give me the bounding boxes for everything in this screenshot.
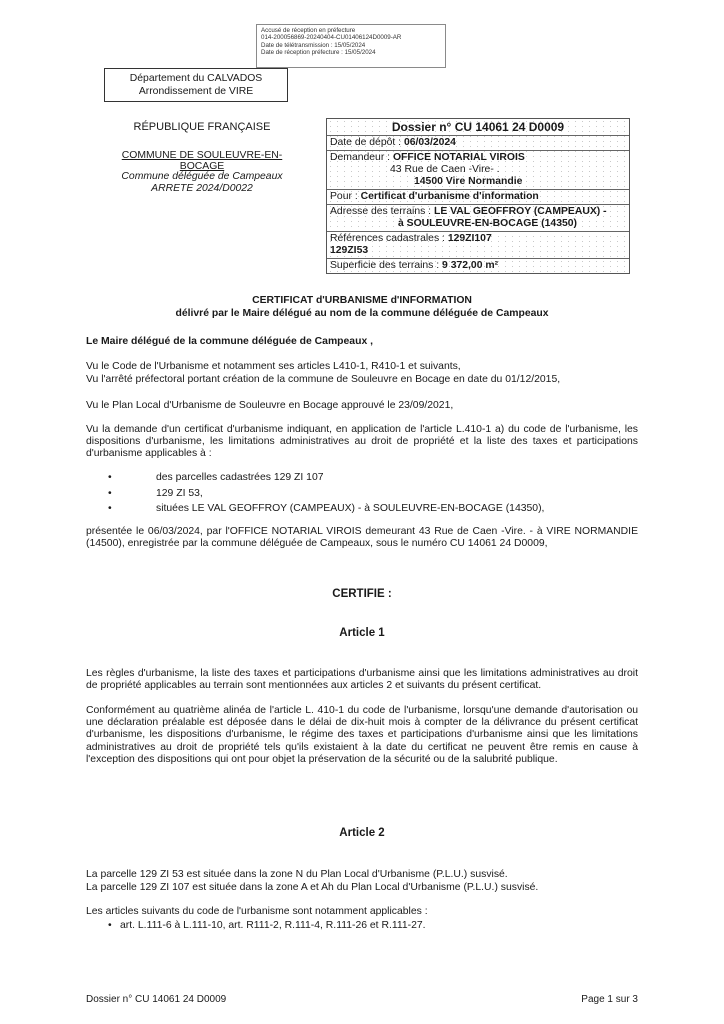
stamp-line: 014-200056869-20240404-CU01406124D0009-AR [261, 34, 402, 42]
article-2-parcel-107: La parcelle 129 ZI 107 est située dans la zone A et Ah du Plan Local d'Urbanisme (P.L.U.) susvisé. [86, 882, 539, 893]
area-value: 9 372,00 m² [442, 260, 499, 271]
area-row [327, 258, 629, 273]
bullet-icon: • [108, 488, 112, 499]
commune-heading: COMMUNE DE SOULEUVRE-EN-BOCAGE [121, 150, 283, 172]
reception-stamp [256, 24, 446, 68]
address-value-2: à SOULEUVRE-EN-BOCAGE (14350) [398, 218, 577, 229]
stamp-line: Accusé de réception en préfecture [261, 27, 356, 34]
list-item-text: situées LE VAL GEOFFROY (CAMPEAUX) - à SOULEUVRE-EN-BOCAGE (14350), [156, 503, 545, 514]
applicant-city: 14500 Vire Normandie [414, 176, 523, 187]
area-label: Superficie des terrains : [330, 260, 440, 271]
arrete-number: ARRETE 2024/D0022 [151, 183, 253, 194]
mayor-line: Le Maire délégué de la commune déléguée de Campeaux , [86, 336, 373, 347]
vu-arrete-prefectoral: Vu l'arrêté préfectoral portant création de la commune de Souleuvre en Bocage en date du 01/12/2015, [86, 374, 561, 385]
applicant-name: OFFICE NOTARIAL VIROIS [392, 152, 525, 163]
bullet-icon: • [108, 920, 112, 931]
stamp-line: Date de réception préfecture : 15/05/2024 [261, 49, 376, 57]
article-2-parcel-53: La parcelle 129 ZI 53 est située dans la zone N du Plan Local d'Urbanisme (P.L.U.) susvisé. [86, 869, 508, 880]
address-label: Adresse des terrains : [330, 206, 432, 217]
applicant-label: Demandeur : [330, 152, 391, 163]
list-item-text: 129 ZI 53, [156, 488, 203, 499]
cadastral-value-2: 129ZI53 [330, 245, 369, 256]
address-value-1: LE VAL GEOFFROY (CAMPEAUX) - [433, 206, 607, 217]
dossier-number: Dossier n° CU 14061 24 D0009 [391, 120, 565, 134]
applicant-row [327, 150, 629, 189]
footer-dossier-number: Dossier n° CU 14061 24 D0009 [86, 994, 227, 1005]
bullet-icon: • [108, 472, 112, 483]
vu-demande: Vu la demande d'un certificat d'urbanisme indiquant, en application de l'article L.410-1 a) du code de l'urbanisme, les dispositions d'urbanisme, les limitations administratives au droit de propriété et la liste des taxes et participations d'urbanisme applicables à : [86, 424, 638, 460]
republic-heading: RÉPUBLIQUE FRANÇAISE [133, 121, 271, 133]
purpose-value: Certificat d'urbanisme d'information [360, 191, 539, 202]
article-1-heading: Article 1 [339, 627, 385, 639]
list-item-text: des parcelles cadastrées 129 ZI 107 [156, 472, 324, 483]
article-2-applicable-articles: Les articles suivants du code de l'urbanisme sont notamment applicables : [86, 906, 428, 917]
list-item-text: art. L.111-6 à L.111-10, art. R111-2, R.111-4, R.111-26 et R.111-27. [120, 920, 426, 931]
purpose-row [327, 189, 629, 204]
article-1-paragraph-1: Les règles d'urbanisme, la liste des taxes et participations d'urbanisme ainsi que les limitations administratives au droit de propriété applicables au terrain sont mentionnées aux articles 2 et suivants du présent certificat. [86, 668, 638, 692]
cadastral-value-1: 129ZI107 [447, 233, 492, 244]
delegated-commune: Commune déléguée de Campeaux [121, 171, 283, 182]
dossier-box [326, 118, 630, 274]
deposit-date-label: Date de dépôt : [330, 137, 402, 148]
vu-code-urbanisme: Vu le Code de l'Urbanisme et notamment ses articles L410-1, R410-1 et suivants, [86, 361, 461, 372]
bullet-icon: • [108, 503, 112, 514]
footer-page-number: Page 1 sur 3 [581, 994, 638, 1005]
article-1-paragraph-2: Conformément au quatrième alinéa de l'article L. 410-1 du code de l'urbanisme, lorsqu'une demande d'autorisation ou une déclaration préalable est déposée dans le délai de dix-huit mois à compter de la délivrance du présent certificat d'urbanisme, les dispositions d'urbanisme, le régime des taxes et participations d'urbanisme ainsi que les limitations administratives au droit de propriété tels qu'ils existaient à la date du certificat ne peuvent être remis en cause à l'exception des dispositions qui ont pour objet la préservation de la sécurité ou de la salubrité publique. [86, 705, 638, 765]
certificate-subtitle: délivré par le Maire délégué au nom de la commune déléguée de Campeaux [175, 308, 549, 319]
applicant-street: 43 Rue de Caen -Vire- . [390, 164, 500, 175]
article-2-heading: Article 2 [339, 827, 385, 839]
deposit-date-row [327, 135, 629, 150]
certifie-heading: CERTIFIE : [332, 588, 392, 600]
purpose-label: Pour : [330, 191, 358, 202]
address-row [327, 204, 629, 231]
delegated-commune-block [104, 171, 300, 195]
cadastral-row [327, 231, 629, 258]
deposit-date-value: 06/03/2024 [403, 137, 456, 148]
department-box [104, 68, 288, 102]
department-name: Département du CALVADOS [129, 73, 263, 84]
certificate-title: CERTIFICAT d'URBANISME d'INFORMATION [252, 295, 472, 306]
arrondissement-name: Arrondissement de VIRE [138, 86, 254, 97]
stamp-line: Date de télétransmission : 15/05/2024 [261, 41, 366, 49]
vu-plu: Vu le Plan Local d'Urbanisme de Souleuvre en Bocage approuvé le 23/09/2021, [86, 400, 454, 411]
presentation-paragraph: présentée le 06/03/2024, par l'OFFICE NOTARIAL VIROIS demeurant 43 Rue de Caen -Vire. - à VIRE NORMANDIE (14500), enregistrée par la commune déléguée de Campeaux, sous le numéro CU 14061 24 D0009, [86, 526, 638, 550]
cadastral-label: Références cadastrales : [330, 233, 445, 244]
